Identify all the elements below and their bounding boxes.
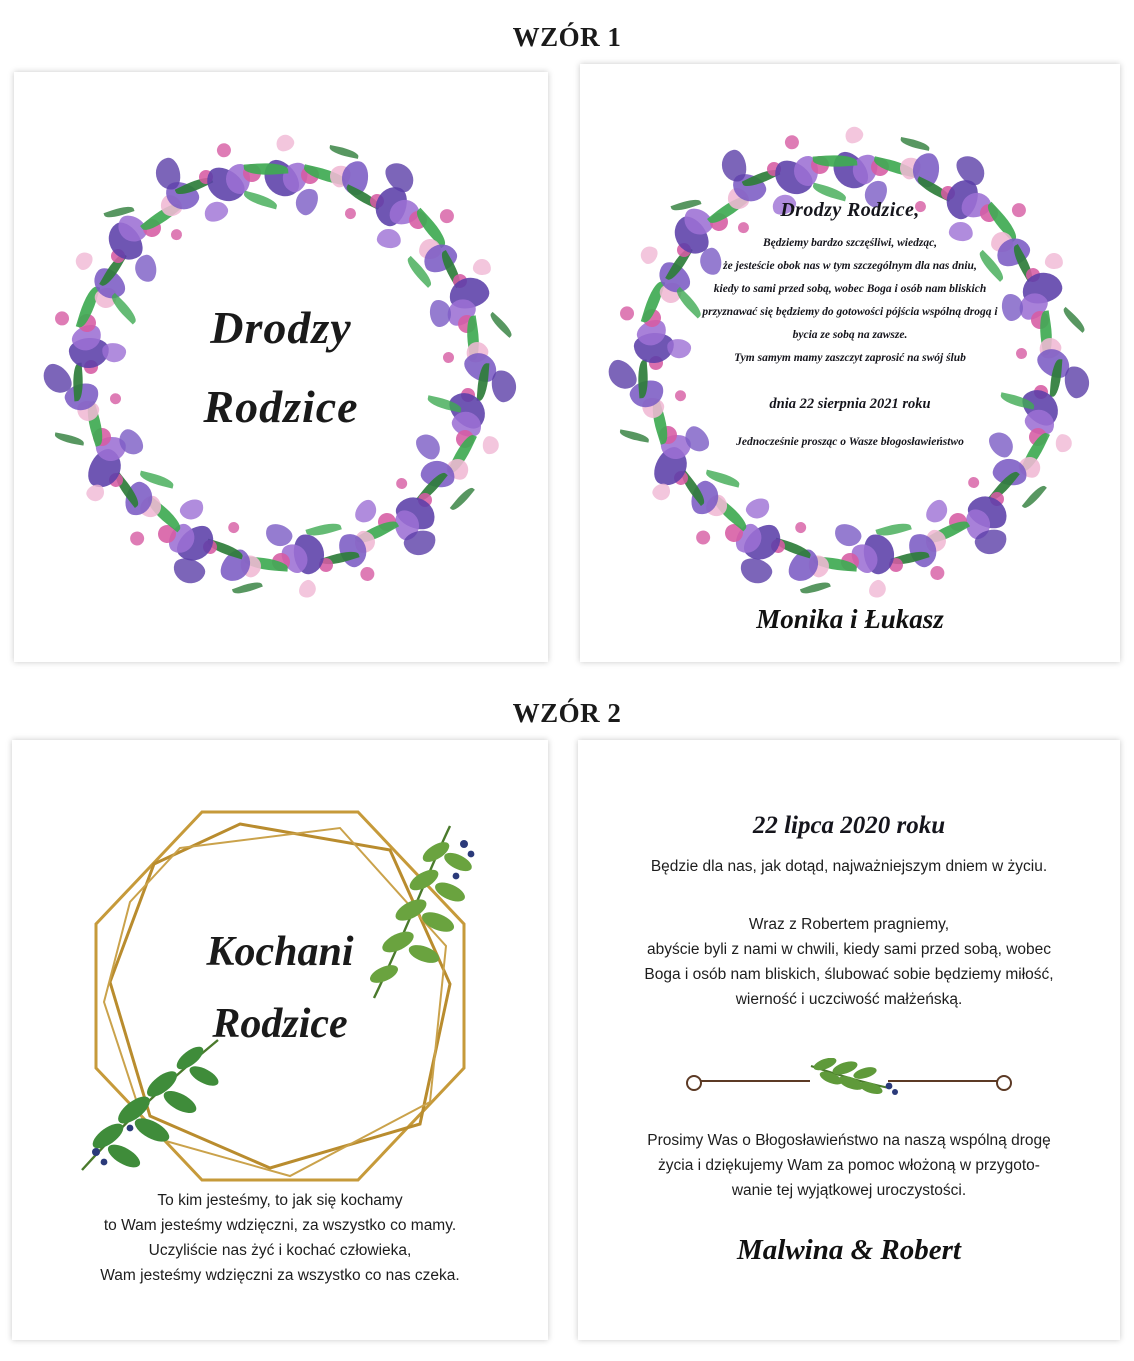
paragraph-line: Prosimy Was o Błogosławieństwo na naszą wspólną drogę (647, 1132, 1051, 1149)
invitation-body-line: że jesteście obok nas w tym szczególnym dla nas dniu, (723, 260, 977, 272)
card-wreath-front (14, 72, 548, 662)
invitation-signature: Monika i Łukasz (756, 604, 944, 634)
invitation-body-line: Tym samym mamy zaszczyt zaprosić na swój ślub (734, 352, 966, 364)
paragraph-line: wierność i uczciwość małżeńską. (735, 991, 963, 1009)
invitation-paragraph-1 (578, 912, 1120, 1012)
invitation-date: dnia 22 sierpnia 2021 roku (769, 396, 931, 412)
paragraph-line: Boga i osób nam bliskich, ślubować sobie będziemy miłość, (644, 966, 1054, 984)
section-heading-wzor-2: WZÓR 2 (512, 698, 622, 728)
section-heading-wzor-1: WZÓR 1 (512, 22, 622, 52)
invitation-body-line: kiedy to sami przed sobą, wobec Boga i osób nam bliskich (713, 283, 987, 295)
footer-line: Wam jesteśmy wdzięczni za wszystko co nas czeka. (100, 1266, 460, 1284)
olive-branch-divider (686, 1058, 1012, 1102)
divider-dot-icon (686, 1075, 702, 1091)
footer-line: Uczyliście nas żyć i kochać człowieka, (148, 1241, 412, 1259)
card-1a-line-2: Rodzice (203, 381, 359, 432)
paragraph-line: wanie tej wyjątkowej uroczystości. (731, 1182, 967, 1200)
invitation-body-line: Będziemy bardzo szczęśliwi, wiedząc, (762, 237, 938, 249)
invitation-paragraph-2 (578, 1128, 1120, 1203)
card-2a-line-1: Kochani (206, 929, 354, 975)
card-1a-line-1: Drodzy (210, 302, 352, 353)
card-2a-text (12, 928, 548, 1048)
olive-branch-icon (789, 1058, 909, 1102)
divider-dot-icon (996, 1075, 1012, 1091)
card-2a-line-2: Rodzice (212, 1001, 348, 1047)
card-geometric-front (12, 740, 548, 1340)
footer-line: to Wam jesteśmy wdzięczni, za wszystko co mamy. (103, 1216, 457, 1234)
invitation-body-line: przyznawać się będziemy do gotowości pójścia wspólną drogą i (702, 306, 998, 318)
invitation-date: 22 lipca 2020 roku (752, 812, 946, 839)
invitation-blessing: Jednocześnie prosząc o Wasze błogosławieństwo (736, 436, 964, 448)
card-wreath-invitation (580, 64, 1120, 662)
invitation-signature: Malwina & Robert (737, 1234, 961, 1266)
paragraph-line: Wraz z Robertem pragniemy, (748, 916, 950, 933)
footer-line: To kim jesteśmy, to jak się kochamy (157, 1191, 403, 1209)
invitation-subtitle: Będzie dla nas, jak dotąd, najważniejszym dniem w życiu. (650, 858, 1048, 875)
wreath-card-text (94, 301, 468, 433)
card-2a-footer-text (12, 1188, 548, 1288)
card-geometric-invitation (578, 740, 1120, 1340)
invitation-body-line: bycia ze sobą na zawsze. (792, 329, 908, 341)
paragraph-line: życia i dziękujemy Wam za pomoc włożoną w przygoto- (658, 1157, 1040, 1175)
invitation-body (680, 232, 1020, 370)
invitation-title: Drodzy Rodzice, (780, 199, 920, 221)
paragraph-line: abyście byli z nami w chwili, kiedy sami przed sobą, wobec (646, 941, 1052, 959)
